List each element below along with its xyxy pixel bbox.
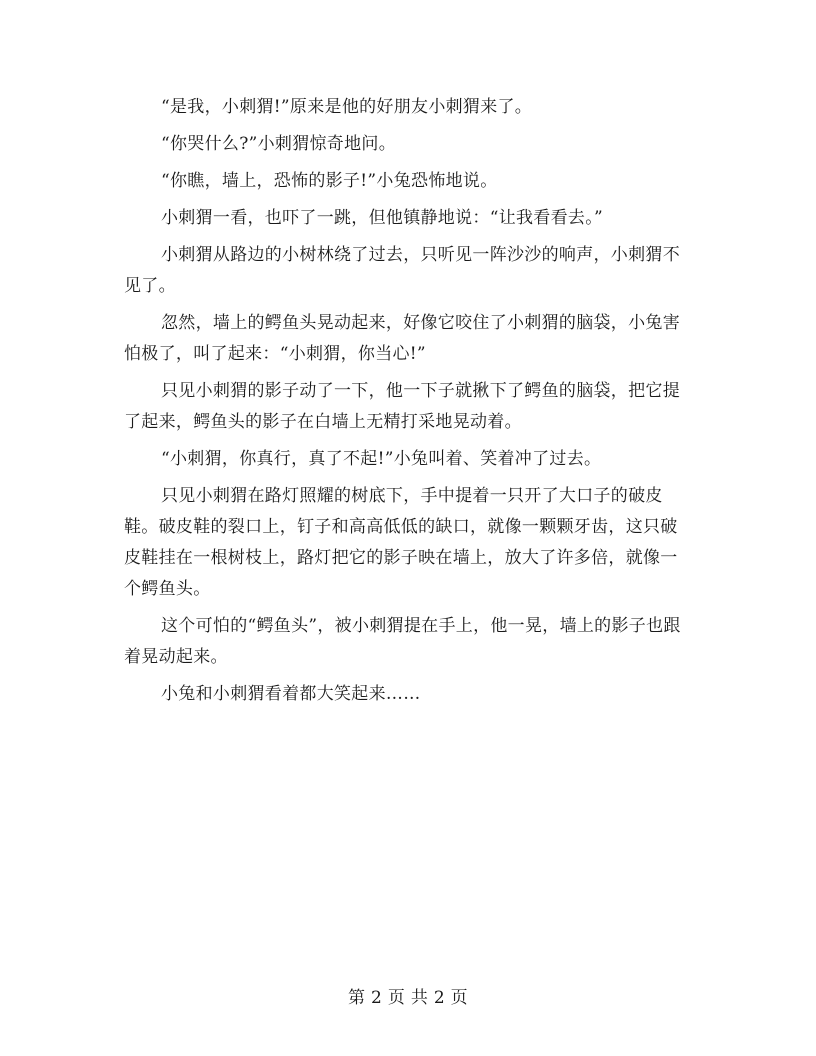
- paragraph: 忽然，墙上的鳄鱼头晃动起来，好像它咬住了小刺猬的脑袋，小兔害怕极了，叫了起来：“小刺猬，你当心!”: [124, 313, 680, 364]
- paragraph: 小刺猬一看，也吓了一跳，但他镇静地说：“让我看看去。”: [161, 208, 603, 228]
- paragraph: “你瞧，墙上，恐怖的影子!”小兔恐怖地说。: [161, 171, 498, 191]
- paragraph: 小刺猬从路边的小树林绕了过去，只听见一阵沙沙的响声，小刺猬不见了。: [124, 245, 680, 296]
- paragraph: “你哭什么?”小刺猬惊奇地问。: [161, 134, 396, 154]
- paragraph: 只见小刺猬在路灯照耀的树底下，手中提着一只开了大口子的破皮鞋。破皮鞋的裂口上，钉子和高高低低的缺口，就像一颗颗牙齿，这只破皮鞋挂在一根树枝上，路灯把它的影子映在墙上，放大了许多倍，就像一个鳄鱼头。: [124, 486, 678, 599]
- paragraph: “是我，小刺猬!”原来是他的好朋友小刺猬来了。: [161, 97, 533, 117]
- story-body: [124, 92, 694, 710]
- paragraph: 小兔和小刺猬看着都大笑起来……: [161, 684, 421, 704]
- page-number-footer: 第 2 页 共 2 页: [348, 988, 468, 1008]
- paragraph: 这个可怕的“鳄鱼头”，被小刺猬提在手上，他一晃，墙上的影子也跟着晃动起来。: [124, 616, 681, 667]
- paragraph: 只见小刺猬的影子动了一下，他一下子就揪下了鳄鱼的脑袋，把它提了起来，鳄鱼头的影子在白墙上无精打采地晃动着。: [124, 381, 680, 432]
- paragraph: “小刺猬，你真行，真了不起!”小兔叫着、笑着冲了过去。: [161, 449, 602, 469]
